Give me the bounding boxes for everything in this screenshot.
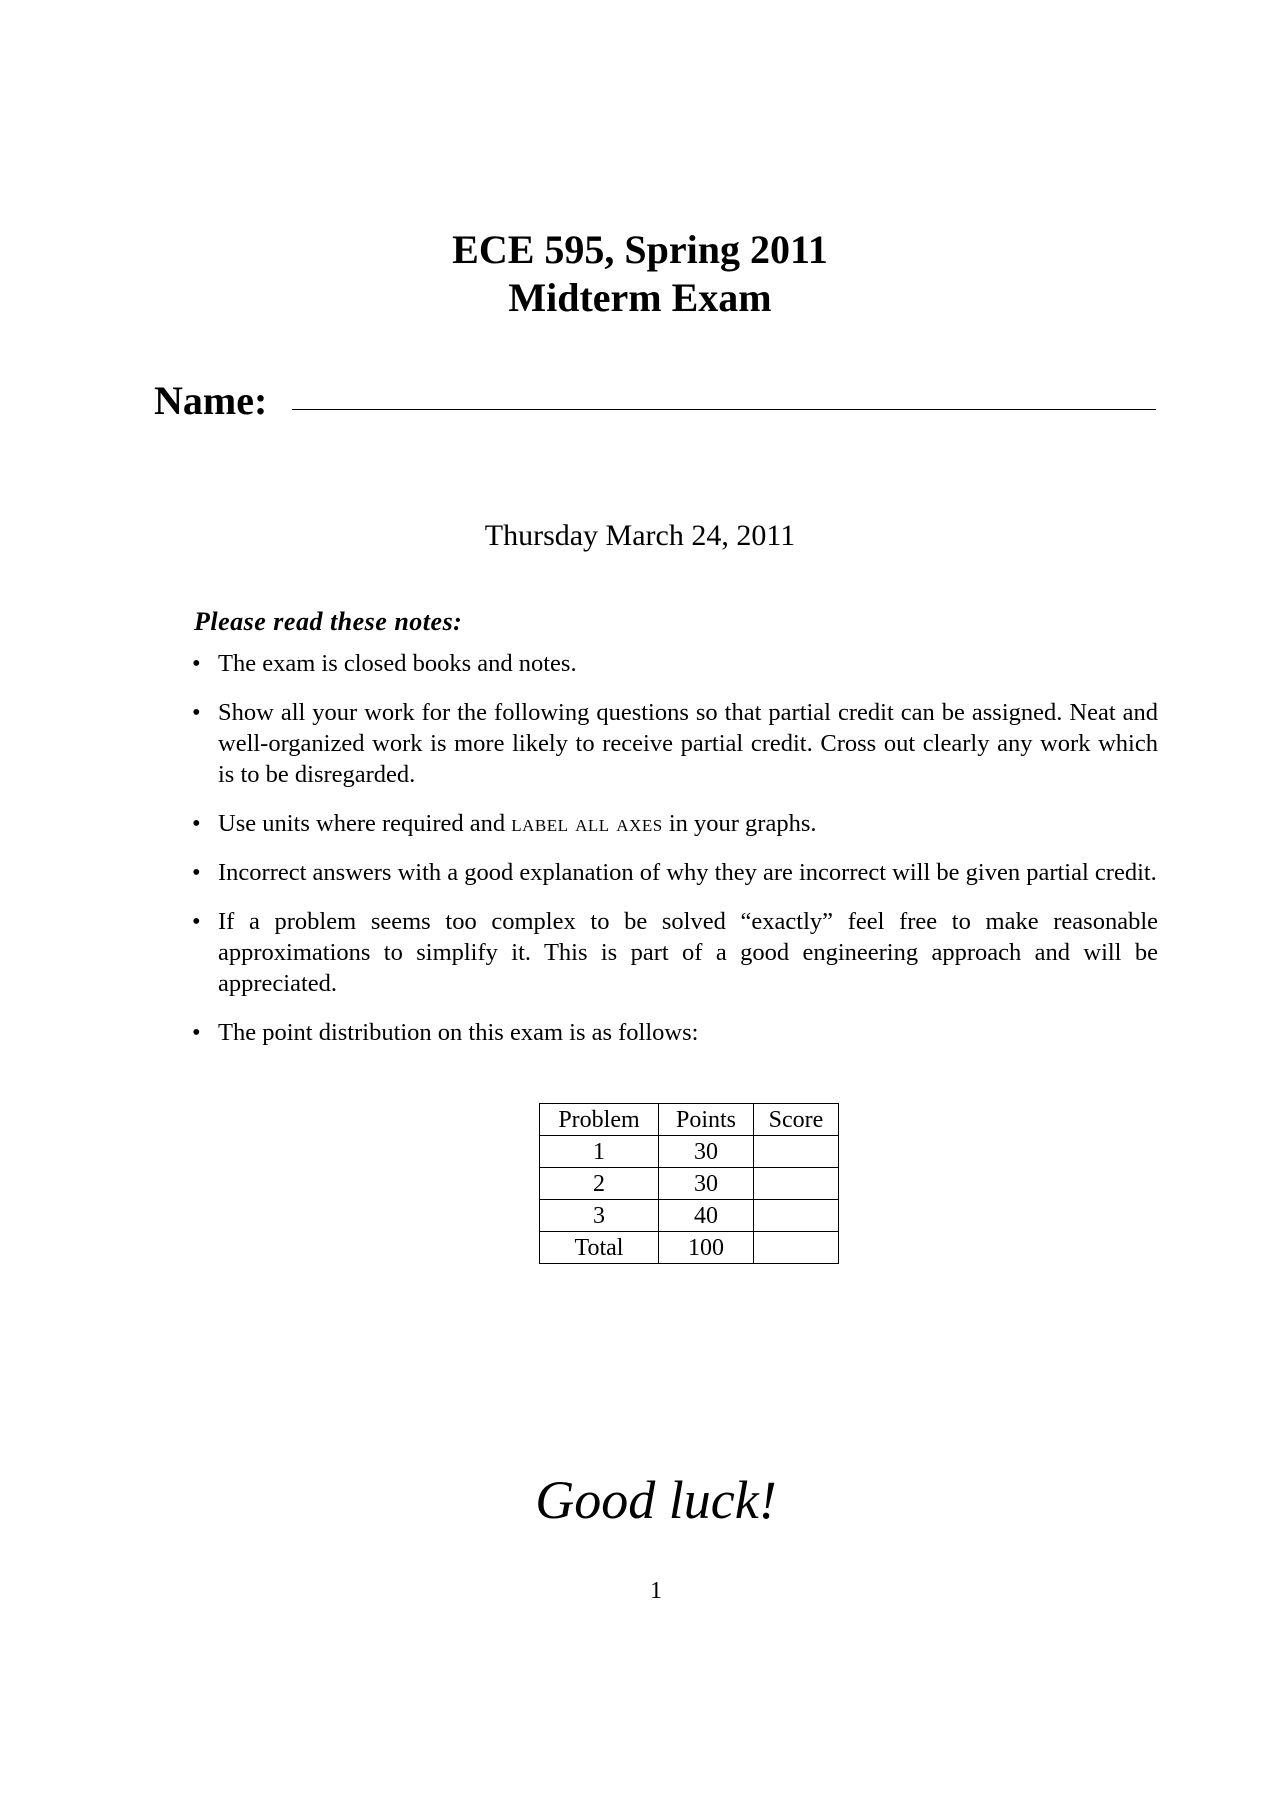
exam-title: Midterm Exam <box>508 275 772 320</box>
name-field[interactable] <box>292 409 1156 410</box>
note-emphasis: label all axes <box>511 810 663 837</box>
page-number: 1 <box>650 1578 662 1604</box>
cell-points: 40 <box>659 1200 754 1232</box>
cell-score[interactable] <box>754 1168 839 1200</box>
note-item <box>190 1017 1158 1048</box>
table-row-total <box>540 1232 839 1264</box>
bullet-icon: • <box>192 650 201 677</box>
note-item <box>190 857 1158 888</box>
header-problem: Problem <box>540 1104 659 1136</box>
header-score: Score <box>754 1104 839 1136</box>
cell-score[interactable] <box>754 1200 839 1232</box>
note-text: If a problem seems too complex to be solved “exactly” feel free to make reasonable approximations to simplify it. This is part of a good engineering approach and will be appreciated. <box>218 908 1158 997</box>
header-points: Points <box>659 1104 754 1136</box>
table-header-row <box>540 1104 839 1136</box>
cell-score[interactable] <box>754 1136 839 1168</box>
exam-date: Thursday March 24, 2011 <box>484 519 796 552</box>
cell-problem: Total <box>540 1232 659 1264</box>
closing-message: Good luck! <box>535 1470 777 1530</box>
note-text: Show all your work for the following questions so that partial credit can be assigned. Neat and well-organized work is more likely to receive partial credit. Cross out clearly any work which is to be disregarded. <box>218 699 1158 788</box>
name-label: Name: <box>154 378 268 423</box>
note-item <box>190 808 1158 839</box>
bullet-icon: • <box>192 859 201 886</box>
bullet-icon: • <box>192 1019 201 1046</box>
cell-points: 100 <box>659 1232 754 1264</box>
cell-problem: 2 <box>540 1168 659 1200</box>
note-text-after: in your graphs. <box>662 810 817 837</box>
bullet-icon: • <box>192 699 201 726</box>
cell-points: 30 <box>659 1168 754 1200</box>
bullet-icon: • <box>192 810 201 837</box>
notes-list <box>190 648 1158 1066</box>
note-text: The point distribution on this exam is as follows: <box>218 1019 699 1046</box>
cell-problem: 1 <box>540 1136 659 1168</box>
table-row <box>540 1200 839 1232</box>
notes-heading: Please read these notes: <box>194 607 463 636</box>
cell-score[interactable] <box>754 1232 839 1264</box>
cell-points: 30 <box>659 1136 754 1168</box>
note-item <box>190 906 1158 999</box>
note-item <box>190 697 1158 790</box>
bullet-icon: • <box>192 908 201 935</box>
table-row <box>540 1136 839 1168</box>
table-row <box>540 1168 839 1200</box>
note-text: The exam is closed books and notes. <box>218 650 577 677</box>
note-text: Incorrect answers with a good explanation of why they are incorrect will be given partial credit. <box>218 859 1157 886</box>
points-table <box>539 1103 839 1264</box>
cell-problem: 3 <box>540 1200 659 1232</box>
note-item <box>190 648 1158 679</box>
note-text-before: Use units where required and <box>218 810 512 837</box>
exam-course-title: ECE 595, Spring 2011 <box>452 227 828 272</box>
